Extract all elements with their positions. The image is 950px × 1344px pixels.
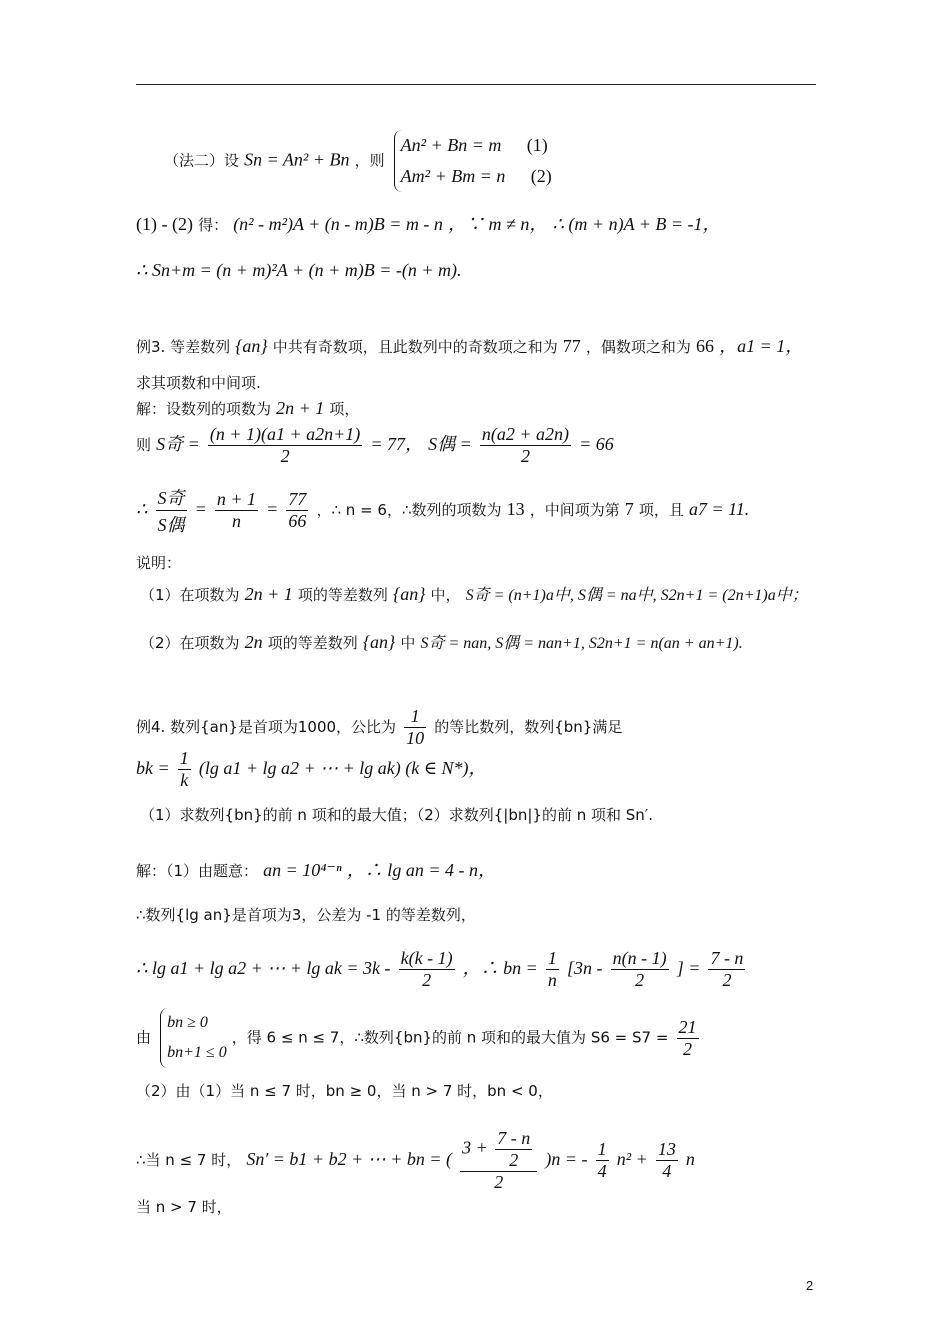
example3-solution: 解：设数列的项数为 2n + 1 项， xyxy=(136,398,360,418)
example4-case1: ∴当 n ≤ 7 时， Sn′ = b1 + b2 + ⋯ + bn = ( 3 + $\frac{7 - n}{2}$ 2 )n = - $\frac{1}{4}$ n² + $\frac{13}{4}$ n xyxy=(136,1128,695,1192)
example4-seq: ∴数列{lg an}是首项为3，公差为 -1 的等差数列， xyxy=(136,906,476,924)
notes-title: 说明： xyxy=(136,554,182,572)
example3-ratio: ∴ $\frac{\text{S奇}}{\text{S偶}}$ = $\frac{n + 1}{n}$ = $\frac{77}{66}$ ，∴ n = 6，∴数列的项数为 13 ，中间项为第 7 项，且 a7 = 11. xyxy=(136,484,749,537)
example3-sums: 则 S奇 = $\frac{(n + 1)(a1 + a2n+1)}{2}$ = 77， S偶 = $\frac{n(a2 + a2n)}{2}$ = 66 xyxy=(136,424,614,466)
example3-title: 例3. 等差数列 {an} 中共有奇数项，且此数列中的奇数项之和为 77 ，偶数项之和为 66 ，a1 = 1， xyxy=(136,336,804,356)
method2-line3: ∴ Sn+m = (n + m)²A + (n + m)B = -(n + m). xyxy=(136,260,462,280)
note-1: （1）在项数为 2n + 1 项的等差数列 {an} 中， S奇 = (n+1)a中, S偶 = na中, S2n+1 = (2n+1)a中； xyxy=(140,584,808,604)
example4-title: 例4. 数列{an}是首项为1000，公比为 $\frac{1}{10}$ 的等比数列，数列{bn}满足 xyxy=(136,706,623,748)
equation-system: An² + Bn = m (1) Am² + Bm = n (2) xyxy=(394,130,552,192)
example4-sum: ∴ lg a1 + lg a2 + ⋯ + lg ak = 3k - $\frac{k(k - 1)}{2}$ ，∴ bn = $\frac{1}{n}$ [3n - $\frac{n(n - 1)}{2}$ ] = $\frac{7 - n}{2}$ xyxy=(136,948,744,990)
example4-case2: 当 n > 7 时， xyxy=(136,1198,232,1216)
example3-ask: 求其项数和中间项. xyxy=(136,374,261,392)
example4-range: 由 bn ≥ 0 bn+1 ≤ 0 ，得 6 ≤ n ≤ 7，∴数列{bn}的前 n 项和的最大值为 S6 = S7 = $\frac{21}{2}$ xyxy=(136,1008,702,1068)
method2-line2: (1) - (2) 得： (n² - m²)A + (n - m)B = m - n ，∵ m ≠ n， ∴ (m + n)A + B = -1， xyxy=(136,214,721,234)
page-number: 2 xyxy=(806,1278,814,1293)
example4-bk: bk = $\frac{1}{k}$ (lg a1 + lg a2 + ⋯ + lg ak) (k ∈ N*)， xyxy=(136,748,487,790)
note-2: （2）在项数为 2n 项的等差数列 {an} 中 S奇 = nan, S偶 = nan+1, S2n+1 = n(an + an+1). xyxy=(140,632,743,652)
method2-line1: （法二）设 Sn = An² + Bn ，则 An² + Bn = m (1) Am² + Bm = n (2) xyxy=(164,130,552,192)
header-rule xyxy=(136,84,816,85)
example4-question: （1）求数列{bn}的前 n 项和的最大值；（2）求数列{|bn|}的前 n 项和 Sn′. xyxy=(140,806,653,824)
example4-part2: （2）由（1）当 n ≤ 7 时，bn ≥ 0，当 n > 7 时，bn < 0， xyxy=(136,1082,553,1100)
example4-sol1: 解：（1）由题意： an = 10⁴⁻ⁿ ，∴ lg an = 4 - n， xyxy=(136,860,496,880)
